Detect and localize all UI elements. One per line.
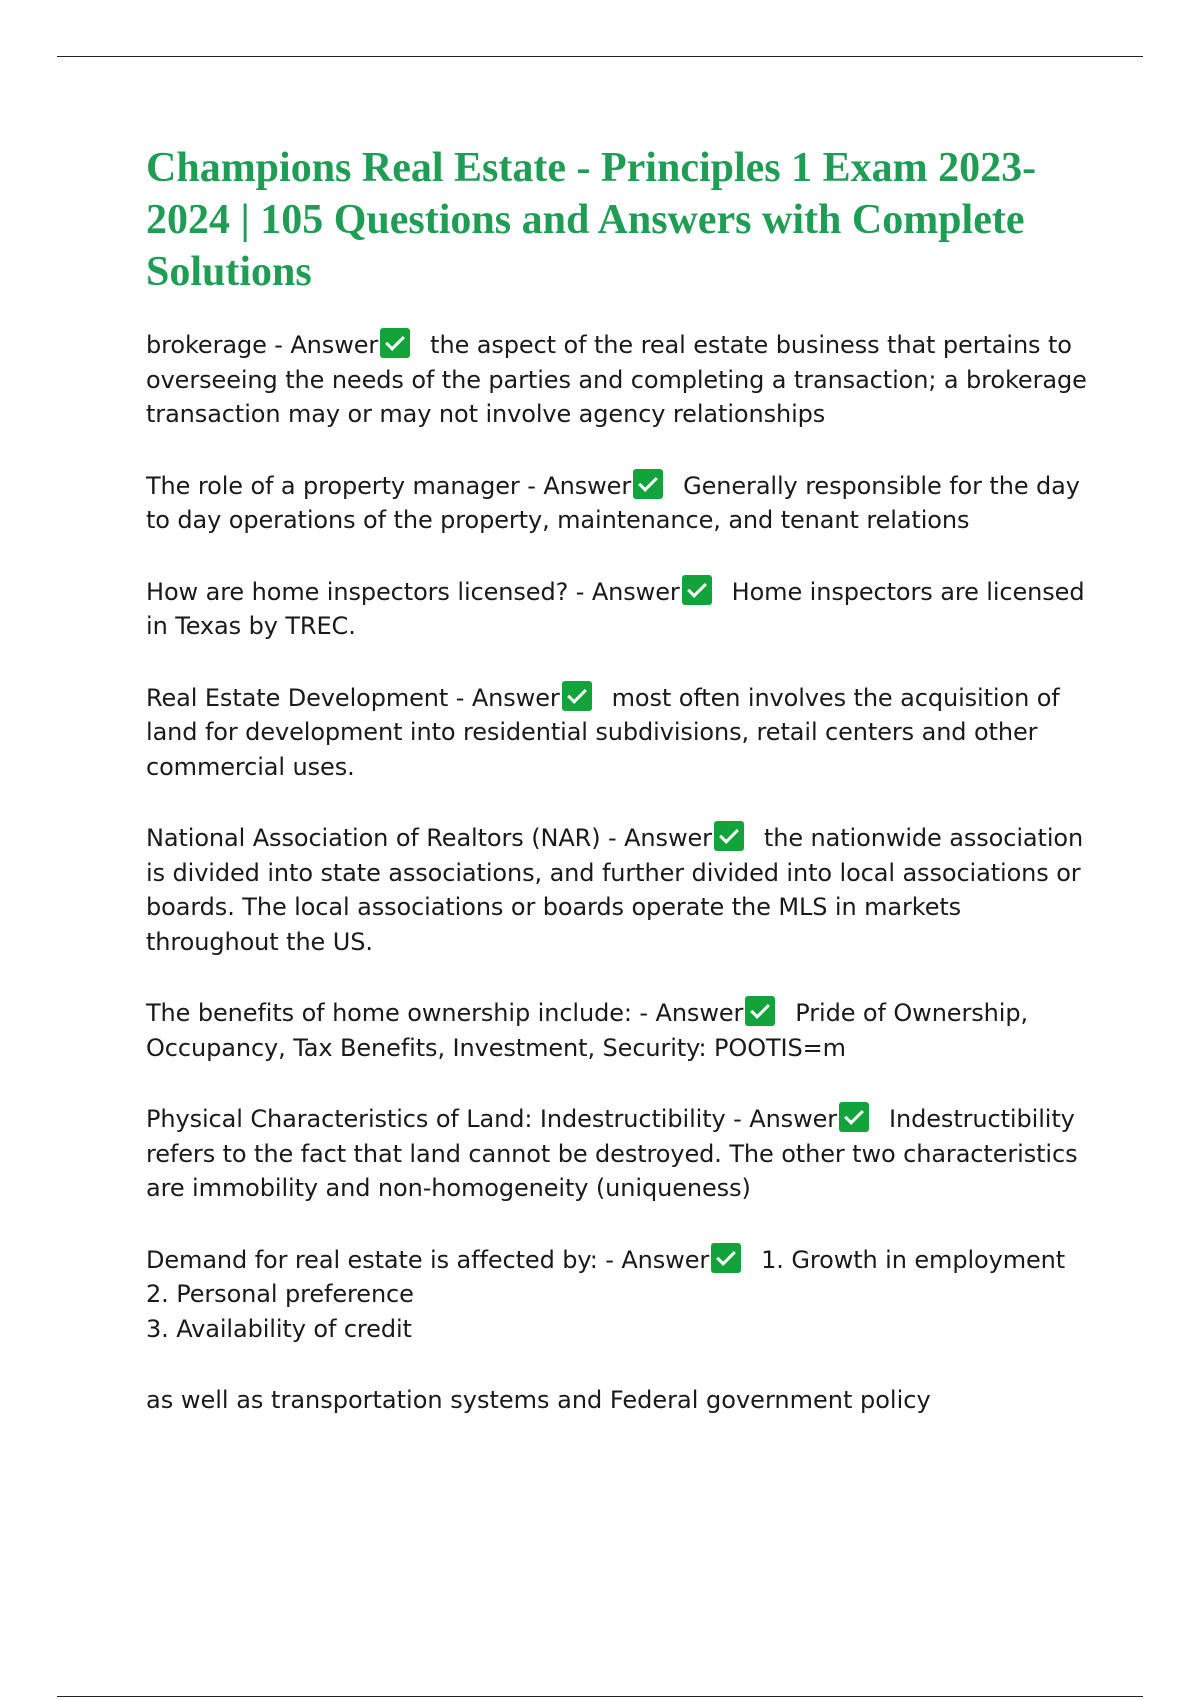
check-mark-icon	[562, 681, 592, 711]
answer-text: the aspect of the real estate business that pertains to overseeing the needs of the parties and completing a transaction; a brokerage transaction may or may not involve agency relationships	[146, 331, 1087, 428]
answer-label: Answer	[621, 1245, 710, 1274]
check-mark-icon	[682, 575, 712, 605]
answer-text: most often involves the acquisition of land for development into residential subdivisions, retail centers and other commercial uses.	[146, 683, 1060, 781]
answer-label: Answer	[749, 1105, 838, 1133]
check-mark-icon	[380, 328, 410, 358]
answer-text: Home inspectors are licensed in Texas by TREC.	[146, 577, 1085, 640]
qa-item	[146, 1243, 1096, 1347]
document-body	[146, 142, 1096, 1418]
question-text: Real Estate Development -	[146, 683, 472, 712]
qa-item	[146, 328, 1096, 432]
qa-item	[146, 821, 1096, 959]
qa-item	[146, 469, 1096, 538]
check-mark-icon	[839, 1102, 869, 1132]
answer-label: Answer	[543, 471, 632, 500]
answer-label: Answer	[290, 331, 379, 359]
qa-item	[146, 1102, 1096, 1206]
check-mark-icon	[633, 469, 663, 499]
answer-text: Pride of Ownership, Occupancy, Tax Benefits, Investment, Security: POOTIS=m	[146, 999, 1028, 1062]
answer-text: Generally responsible for the day to day operations of the property, maintenance, and tenant relations	[146, 471, 1080, 534]
qa-item	[146, 996, 1096, 1065]
question-text: The benefits of home ownership include: -	[146, 999, 656, 1027]
answer-label: Answer	[655, 999, 744, 1027]
trailing-note: as well as transportation systems and Federal government policy	[146, 1386, 931, 1414]
answer-label: Answer	[591, 577, 680, 606]
question-text: Demand for real estate is affected by: -	[146, 1245, 622, 1274]
answer-text: the nationwide association is divided into state associations, and further divided into local associations or boards. The local associations or boards operate the MLS in markets throughout the US.	[146, 824, 1084, 956]
document-title: Champions Real Estate - Principles 1 Exam 2023-2024 | 105 Questions and Answers with Complete Solutions	[146, 145, 1037, 295]
bottom-rule	[57, 1696, 1143, 1697]
answer-label: Answer	[471, 683, 560, 712]
qa-item	[146, 575, 1096, 644]
question-text: National Association of Realtors (NAR) -	[146, 824, 625, 852]
answer-text: Indestructibility refers to the fact that land cannot be destroyed. The other two characteristics are immobility and non-homogeneity (uniqueness)	[146, 1105, 1078, 1202]
question-text: Physical Characteristics of Land: Indestructibility -	[146, 1105, 750, 1133]
top-rule	[57, 56, 1143, 57]
check-mark-icon	[714, 821, 744, 851]
question-text: The role of a property manager -	[146, 471, 544, 500]
answer-label: Answer	[624, 824, 712, 852]
check-mark-icon	[711, 1243, 741, 1273]
check-mark-icon	[745, 996, 775, 1026]
answer-text: 1. Growth in employment 2. Personal preference 3. Availability of credit	[146, 1245, 1066, 1343]
question-text: brokerage -	[146, 331, 291, 359]
qa-item	[146, 681, 1096, 785]
question-text: How are home inspectors licensed? -	[146, 577, 592, 606]
